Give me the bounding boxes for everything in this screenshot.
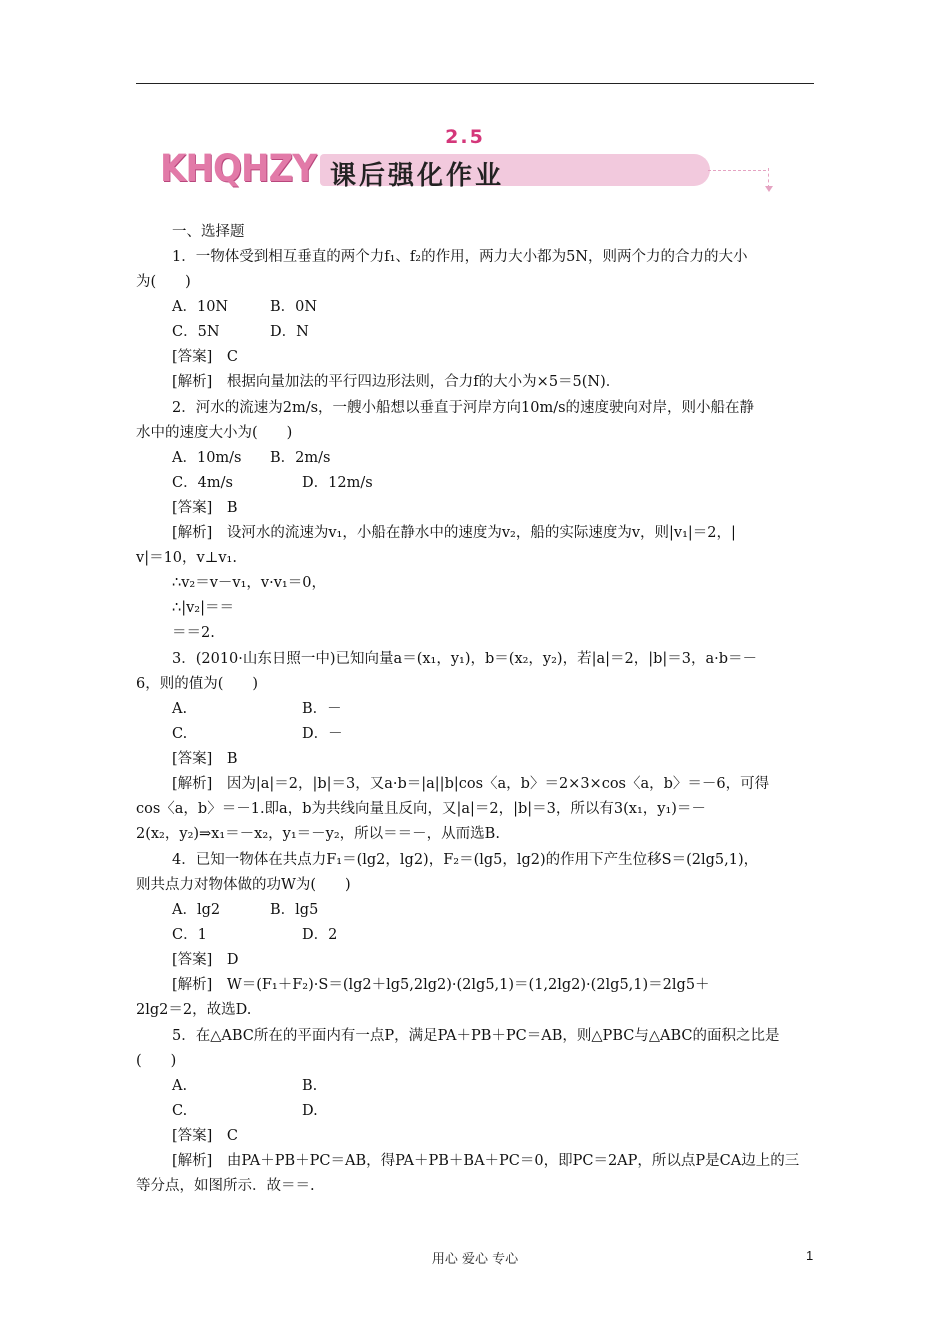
option-a: A. (172, 1078, 188, 1094)
analysis: [解析] 根据向量加法的平行四边形法则，合力f的大小为×5＝5(N)． (172, 374, 621, 390)
option-d: D. (302, 1103, 318, 1119)
option-a: A．lg2 (172, 902, 221, 918)
analysis-cont: 2(x₂，y₂)⇒x₁＝－x₂，y₁＝－y₂，所以＝＝－，从而选B. (136, 826, 500, 842)
option-b: B. (302, 1078, 318, 1094)
answer: [答案] C (172, 349, 238, 365)
option-b: B．lg5 (270, 902, 319, 918)
question-1: 1．一物体受到相互垂直的两个力f₁、f₂的作用，两力大小都为5N，则两个力的合力的大小 (172, 249, 748, 265)
analysis-cont: ∴|v₂|＝＝ (172, 600, 235, 616)
section-number: 2.5 (445, 126, 485, 148)
question-4-cont: 则共点力对物体做的功W为( ) (136, 877, 351, 893)
option-d: D．－ (302, 726, 343, 742)
banner-arrow-icon (758, 168, 769, 188)
footer-motto: 用心 爱心 专心 (431, 1252, 519, 1267)
analysis-cont: 2lg2＝2，故选D. (136, 1002, 252, 1018)
question-1-cont: 为( ) (136, 274, 191, 290)
question-4: 4．已知一物体在共点力F₁＝(lg2，lg2)，F₂＝(lg5，lg2)的作用下产生位移S＝(2lg5,1)， (172, 852, 759, 868)
option-c: C. (172, 726, 188, 742)
analysis: [解析] W＝(F₁＋F₂)·S＝(lg2＋lg5,2lg2)·(2lg5,1)＝(1,2lg2)·(2lg5,1)＝2lg5＋ (172, 977, 710, 993)
answer: [答案] C (172, 1128, 238, 1144)
option-a: A. (172, 701, 188, 717)
header-rule (136, 83, 814, 84)
option-c: C. (172, 1103, 188, 1119)
question-2: 2．河水的流速为2m/s，一艘小船想以垂直于河岸方向10m/s的速度驶向对岸，则小船在静 (172, 400, 755, 416)
analysis: [解析] 因为|a|＝2，|b|＝3，又a·b＝|a||b|cos〈a，b〉＝2×3×cos〈a，b〉＝－6，可得 (172, 776, 770, 792)
answer: [答案] B (172, 751, 238, 767)
option-a: A．10m/s (172, 450, 242, 466)
option-b: B．0N (270, 299, 318, 315)
title-banner (160, 147, 780, 194)
banner-logo: KHQHZY (160, 147, 317, 190)
question-5-cont: ( ) (136, 1053, 177, 1069)
analysis-cont: ＝＝2. (172, 625, 215, 641)
option-c: C．1 (172, 927, 207, 943)
banner-title: 课后强化作业 (330, 161, 505, 191)
option-c: C．4m/s (172, 475, 233, 491)
question-3-cont: 6，则的值为( ) (136, 676, 259, 692)
question-2-cont: 水中的速度大小为( ) (136, 425, 293, 441)
question-3: 3．(2010·山东日照一中)已知向量a＝(x₁，y₁)，b＝(x₂，y₂)，若|a|＝2，|b|＝3，a·b＝－ (172, 651, 758, 667)
answer: [答案] D (172, 952, 239, 968)
question-5: 5．在△ABC所在的平面内有一点P，满足PA＋PB＋PC＝AB，则△PBC与△ABC的面积之比是 (172, 1028, 780, 1044)
section-heading: 一、选择题 (172, 224, 245, 240)
option-b: B．2m/s (270, 450, 331, 466)
option-b: B．－ (302, 701, 342, 717)
analysis-cont: ∴v₂＝v－v₁，v·v₁＝0， (172, 575, 326, 591)
option-c: C．5N (172, 324, 220, 340)
analysis-cont: 等分点，如图所示．故＝＝. (136, 1178, 315, 1194)
option-d: D．N (270, 324, 309, 340)
option-a: A．10N (172, 299, 229, 315)
page-number: 1 (806, 1248, 814, 1263)
analysis-cont: v|＝10，v⊥v₁. (136, 550, 237, 566)
option-d: D．12m/s (302, 475, 373, 491)
analysis: [解析] 设河水的流速为v₁，小船在静水中的速度为v₂，船的实际速度为v，则|v₁|＝2，| (172, 525, 736, 541)
analysis: [解析] 由PA＋PB＋PC＝AB，得PA＋PB＋BA＋PC＝0，即PC＝2AP，所以点P是CA边上的三 (172, 1153, 800, 1169)
analysis-cont: cos〈a，b〉＝－1.即a，b为共线向量且反向，又|a|＝2，|b|＝3，所以有3(x₁，y₁)＝－ (136, 801, 706, 817)
answer: [答案] B (172, 500, 238, 516)
option-d: D．2 (302, 927, 338, 943)
